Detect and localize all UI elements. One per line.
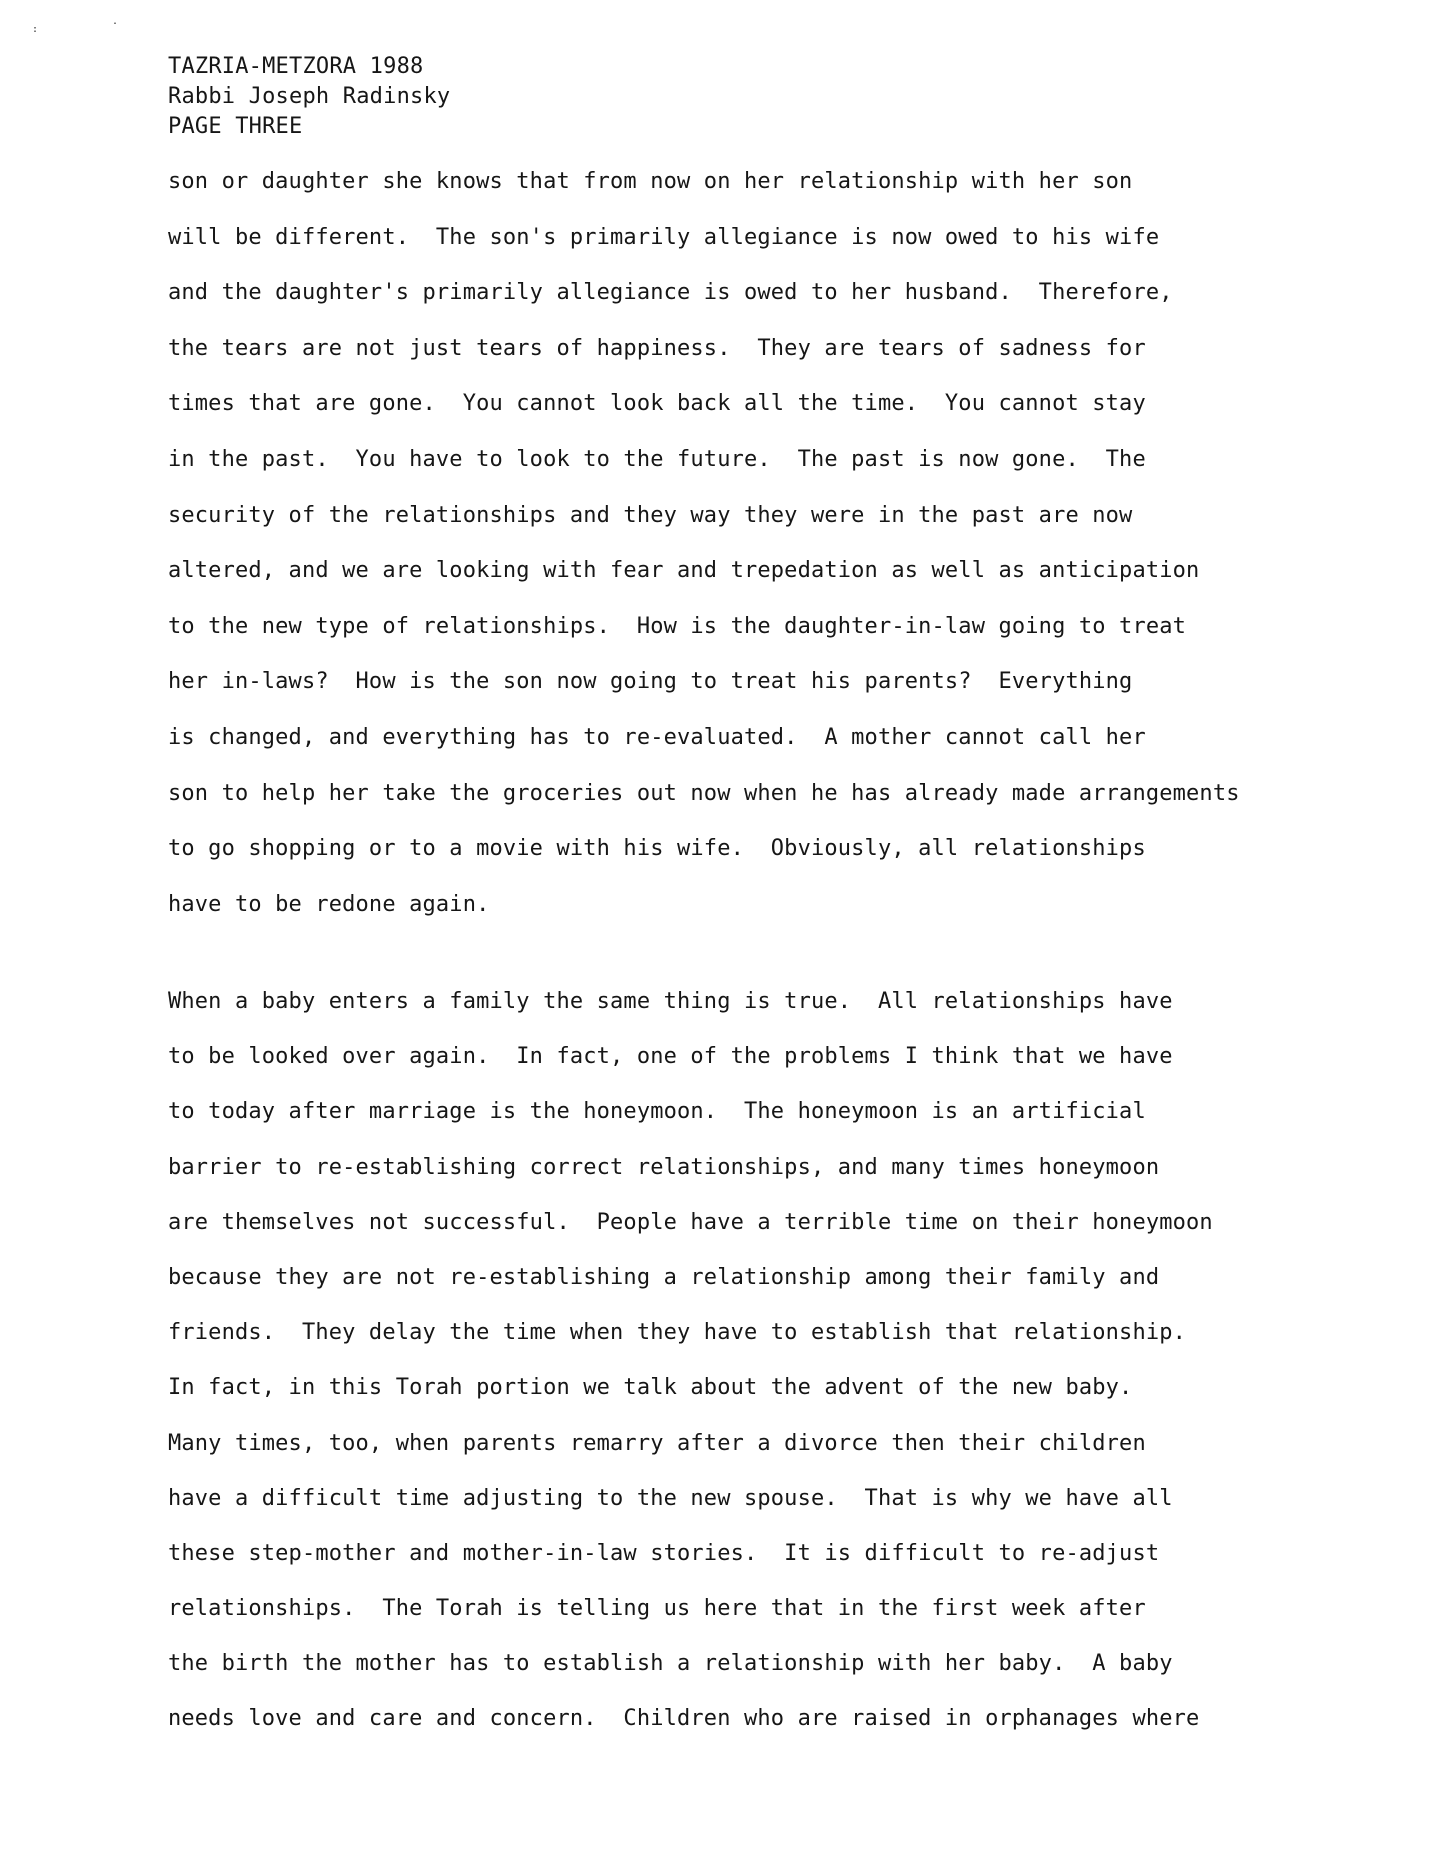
paragraph-2 (168, 974, 1408, 1747)
text-line: and the daughter's primarily allegiance is owed to her husband. Therefore, (168, 280, 1173, 306)
text-line: When a baby enters a family the same thing is true. All relationships have (168, 989, 1173, 1014)
page-label: PAGE THREE (168, 114, 303, 139)
text-line: to today after marriage is the honeymoon. The honeymoon is an artificial (168, 1099, 1146, 1125)
text-line: have a difficult time adjusting to the new spouse. That is why we have all (168, 1485, 1173, 1511)
text-line: in the past. You have to look to the future. The past is now gone. The (168, 446, 1146, 472)
text-line: needs love and care and concern. Children who are raised in orphanages where (168, 1706, 1200, 1732)
document-title: TAZRIA-METZORA 1988 (168, 54, 424, 79)
scan-artifact-mark: : (32, 24, 39, 35)
text-line: Many times, too, when parents remarry after a divorce then their children (168, 1430, 1146, 1456)
text-line: these step-mother and mother-in-law stories. It is difficult to re-adjust (168, 1540, 1160, 1566)
text-line: son or daughter she knows that from now on her relationship with her son (168, 169, 1133, 194)
text-line: will be different. The son's primarily allegiance is now owed to his wife (168, 224, 1160, 250)
text-line: altered, and we are looking with fear and trepedation as well as anticipation (168, 558, 1200, 584)
text-line: the tears are not just tears of happiness. They are tears of sadness for (168, 335, 1146, 361)
text-line: In fact, in this Torah portion we talk about the advent of the new baby. (168, 1375, 1133, 1401)
document-author: Rabbi Joseph Radinsky (168, 84, 451, 109)
text-line: times that are gone. You cannot look back all the time. You cannot stay (168, 391, 1146, 417)
text-line: are themselves not successful. People have a terrible time on their honeymoon (168, 1209, 1213, 1235)
text-line: relationships. The Torah is telling us here that in the first week after (168, 1596, 1146, 1622)
text-line: the birth the mother has to establish a relationship with her baby. A baby (168, 1651, 1173, 1677)
text-line: to be looked over again. In fact, one of the problems I think that we have (168, 1044, 1173, 1070)
text-line: security of the relationships and they way they were in the past are now (168, 502, 1133, 528)
text-line: friends. They delay the time when they have to establish that relationship. (168, 1320, 1187, 1346)
text-line: her in-laws? How is the son now going to treat his parents? Everything (168, 669, 1133, 695)
text-line: because they are not re-establishing a relationship among their family and (168, 1264, 1160, 1290)
scan-artifact-mark: . (112, 16, 119, 27)
text-line: barrier to re-establishing correct relationships, and many times honeymoon (168, 1154, 1160, 1180)
text-line: to the new type of relationships. How is the daughter-in-law going to treat (168, 613, 1187, 639)
text-line: to go shopping or to a movie with his wife. Obviously, all relationships (168, 836, 1146, 862)
document-header (168, 52, 450, 142)
paragraph-1 (168, 154, 1408, 932)
text-line: is changed, and everything has to re-evaluated. A mother cannot call her (168, 724, 1146, 750)
text-line: have to be redone again. (168, 891, 490, 917)
text-line: son to help her take the groceries out now when he has already made arrangements (168, 780, 1240, 806)
